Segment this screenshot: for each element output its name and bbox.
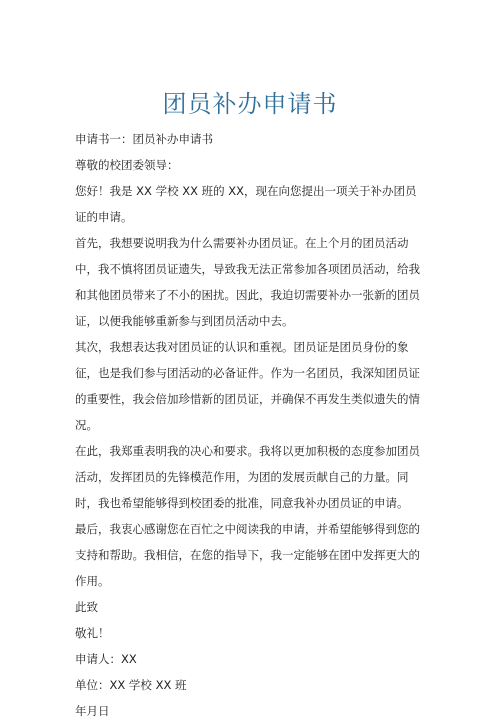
applicant-line: 申请人：XX <box>75 652 137 666</box>
paragraph: 其次，我想表达我对团员证的认识和重视。团员证是团员身份的象征，也是我们参与团活动的必备证件。作为一名团员，我深知团员证的重要性，我会倍加珍惜新的团员证，并确保不再发生类似遗失的情况。 <box>75 340 420 432</box>
document-title: 团员补办申请书 <box>162 90 338 118</box>
closing-salute: 敬礼！ <box>75 626 110 640</box>
date-line: 年月日 <box>75 704 110 718</box>
paragraph: 首先，我想要说明我为什么需要补办团员证。在上个月的团员活动中，我不慎将团员证遗失，导致我无法正常参加各项团员活动，给我和其他团员带来了不小的困扰。因此，我迫切需要补办一张新的团员证，以便我能够重新参与到团员活动中去。 <box>75 236 420 328</box>
closing-line: 此致 <box>75 600 98 614</box>
unit-line: 单位：XX 学校 XX 班 <box>75 678 187 692</box>
subtitle: 申请书一：团员补办申请书 <box>75 132 213 146</box>
salutation: 尊敬的校团委领导： <box>75 158 179 172</box>
paragraph: 在此，我郑重表明我的决心和要求。我将以更加积极的态度参加团员活动，发挥团员的先锋模范作用，为团的发展贡献自己的力量。同时，我也希望能够得到校团委的批准，同意我补办团员证的申请。 <box>75 444 420 510</box>
paragraph: 最后，我衷心感谢您在百忙之中阅读我的申请，并希望能够得到您的支持和帮助。我相信，在您的指导下，我一定能够在团中发挥更大的作用。 <box>75 522 420 588</box>
paragraph: 您好！我是 XX 学校 XX 班的 XX，现在向您提出一项关于补办团员证的申请。 <box>75 184 417 224</box>
document-body <box>75 126 427 724</box>
